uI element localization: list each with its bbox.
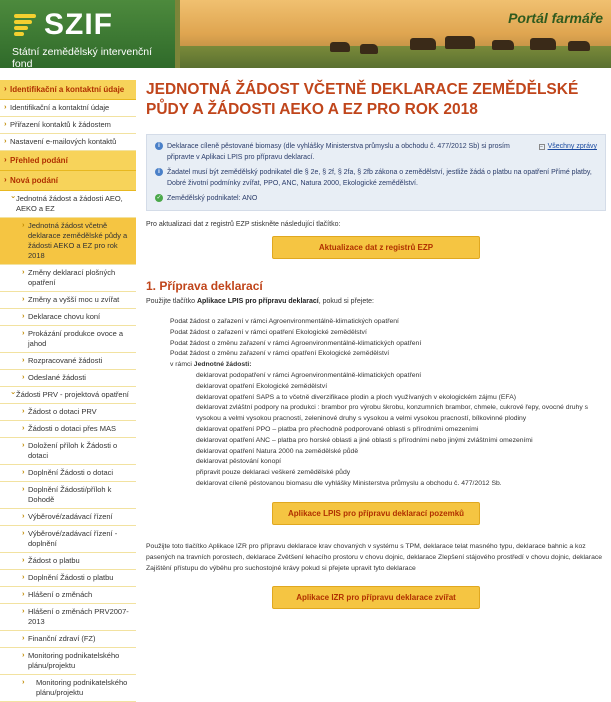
sidebar-item-prv[interactable]: › Hlášení o změnách	[0, 587, 136, 604]
lpis-app-button[interactable]: Aplikace LPIS pro přípravu deklarací pozemků	[272, 502, 480, 525]
update-ezp-button[interactable]: Aktualizace dat z registrů EZP	[272, 236, 480, 259]
sidebar-item-contacts-assign[interactable]: › Přiřazení kontaktů k žádostem	[0, 117, 136, 134]
sidebar-section-overview[interactable]: › Přehled podání	[0, 151, 136, 171]
options-list	[146, 317, 606, 490]
list-item: deklarovat opatření Natura 2000 na zemědělské půdě	[196, 447, 359, 455]
list-item: deklarovat cíleně pěstovanou biomasu dle vyhlášky Ministerstva průmyslu a obchodu č. 477/2012 Sb.	[196, 479, 502, 487]
sidebar-item-prv[interactable]: › Výběrové/zadávací řízení	[0, 509, 136, 526]
sidebar-item-prv[interactable]: › Doplnění Žádosti/příloh k Dohodě	[0, 482, 136, 509]
szif-logo[interactable]	[0, 0, 175, 68]
sidebar-group-prv[interactable]: ⌄ Žádosti PRV - projektová opatření	[0, 387, 136, 404]
sidebar-item-prv[interactable]: › Doplnění Žádosti o dotaci	[0, 465, 136, 482]
ezp-note: Pro aktualizaci dat z registrů EZP stiskněte následující tlačítko:	[146, 221, 341, 228]
szif-stripes-icon	[14, 14, 38, 38]
cow-silhouette-icon	[568, 41, 590, 51]
section-title: 1. Příprava deklarací	[146, 279, 263, 293]
sidebar-item-identification[interactable]: › Identifikační a kontaktní údaje	[0, 100, 136, 117]
list-item: v rámci Jednotné žádosti:	[170, 361, 252, 369]
sidebar-item-prv[interactable]: › Doplnění Žádosti o platbu	[0, 570, 136, 587]
list-item: Podat žádost o zařazení v rámci Agroenvironmentálně-klimatických opatření	[170, 318, 399, 325]
sidebar-item-aeo[interactable]: › Odeslané žádosti	[0, 370, 136, 387]
use-instructions: Použijte tlačítko Aplikace LPIS pro přípravu deklarací, pokud si přejete:	[146, 298, 375, 305]
info-icon: i	[155, 168, 163, 176]
cow-silhouette-icon	[445, 36, 475, 49]
cow-silhouette-icon	[492, 40, 514, 50]
cow-silhouette-icon	[330, 42, 350, 52]
list-item: deklarovat pěstování konopí	[196, 458, 282, 466]
cow-silhouette-icon	[530, 38, 556, 50]
cow-silhouette-icon	[410, 38, 436, 50]
list-item: deklarovat opatření ANC – platba pro horské oblasti a jiné oblasti s přírodními nebo jinými zvláštními omezeními	[196, 436, 533, 444]
portal-label: Portál farmáře	[508, 10, 603, 26]
logo-subtitle: Státní zemědělský intervenční fond	[12, 46, 153, 70]
info-message: i Žadatel musí být zemědělský podnikatel dle § 2e, § 2f, § 2fa, § 2fb zákona o zemědělství, jestliže žádá o platbu na opatření Přímé platby, Dobré životní podmínky zvířat, PPO, ANC, Natura 2000, Ekologické zemědělství.	[155, 167, 597, 189]
sidebar-item-prv[interactable]: › Žádost o dotaci PRV	[0, 404, 136, 421]
list-item: Podat žádost o zařazení v rámci opatření Ekologické zemědělství	[170, 328, 367, 336]
list-item: deklarovat opatření SAPS a to včetně diverzifikace plodin a ploch využívaných v ekologickém zájmu (EFA)	[196, 393, 516, 401]
sidebar-item-prv[interactable]: › Žádost o platbu	[0, 553, 136, 570]
sidebar-item-prv[interactable]: › Hlášení o změnách PRV2007-2013	[0, 604, 136, 631]
sidebar-item-prv[interactable]: › Žádosti o dotaci přes MAS	[0, 421, 136, 438]
info-message: i Deklarace cíleně pěstované biomasy (dle vyhlášky Ministerstva průmyslu a obchodu č. 477/2012 Sb) si prosím připravte v Aplikaci LPIS pro přípravu deklarací.	[155, 141, 525, 163]
list-item: deklarovat podopatření v rámci Agroenvironmentálně-klimatických opatření	[196, 371, 422, 379]
list-item: deklarovat zvláštní podpory na produkci : brambor pro výrobu škrobu, konzumních brambor, chmele, cukrové řepy, ovocné druhy s vysokou a velmi vysokou pracností, zeleninové druhy s vysokou a velmi vysokou pracností, bílkovinné plodiny	[196, 404, 589, 423]
izr-app-button[interactable]: Aplikace IZR pro přípravu deklarace zvířat	[272, 586, 480, 609]
list-item: Podat žádost o změnu zařazení v rámci Agroenvironmentálně-klimatických opatření	[170, 339, 422, 347]
sidebar-item-prv[interactable]: › Monitoring podnikatelského plánu/projektu	[0, 648, 136, 675]
sidebar-item-prv[interactable]: › Výběrové/zadávací řízení - doplnění	[0, 526, 136, 553]
sidebar-section-identification[interactable]: › Identifikační a kontaktní údaje	[0, 80, 136, 100]
sidebar-group-aeo[interactable]: ⌄ Jednotná žádost a žádosti AEO, AEKO a EZ	[0, 191, 136, 218]
page-title: JEDNOTNÁ ŽÁDOST VČETNĚ DEKLARACE ZEMĚDĚLSKÉ PŮDY A ŽÁDOSTI AEKO A EZ PRO ROK 2018	[146, 81, 579, 118]
logo-title: SZIF	[44, 8, 113, 41]
info-icon: i	[155, 142, 163, 150]
sidebar-section-new-submissions[interactable]: › Nová podání	[0, 171, 136, 191]
main-content	[146, 80, 606, 609]
header-banner	[0, 0, 611, 68]
list-item: připravit pouze deklaraci veškeré zemědělské půdy	[196, 469, 351, 477]
list-item: deklarovat opatření Ekologické zemědělství	[196, 382, 328, 390]
sidebar-item-prv[interactable]: › Finanční zdraví (FZ)	[0, 631, 136, 648]
sidebar-item-prv[interactable]: › Doložení příloh k Žádosti o dotaci	[0, 438, 136, 465]
sidebar-item-aeo[interactable]: › Rozpracované žádosti	[0, 353, 136, 370]
sidebar-item-active-application[interactable]: › Jednotná žádost včetně deklarace zemědělské půdy a žádosti AEKO a EZ pro rok 2018	[0, 218, 136, 265]
collapse-icon: −	[540, 144, 544, 150]
check-icon: ✓	[156, 195, 162, 201]
izr-note: Použijte toto tlačítko Aplikace IZR pro přípravu deklarace krav chovaných v systému s TPM, deklarace telat masného typu, deklarace bahnic a koz pasených na travních porostech, deklarace Zvětšení lehacího prostoru v chovu dojnic, deklarace Zlepšení stájového prostředí v chovu dojnic, deklarace Zajištění přístupu do výběhu pro suchostojné krávy pokud si přejete upravit tyto deklarace	[146, 542, 603, 572]
list-item: deklarovat opatření PPO – platba pro přechodně podporované oblasti s přírodními omezeními	[196, 425, 479, 433]
sidebar-item-email-settings[interactable]: › Nastavení e-mailových kontaktů	[0, 134, 136, 151]
list-item: Podat žádost o změnu zařazení v rámci opatření Ekologické zemědělství	[170, 350, 390, 358]
ok-message: ✓ Zemědělský podnikatel: ANO	[156, 195, 258, 202]
sidebar-item-aeo[interactable]: › Prokázání produkce ovoce a jahod	[0, 326, 136, 353]
sidebar-item-aeo[interactable]: › Změny deklarací plošných opatření	[0, 265, 136, 292]
sidebar-item-aeo[interactable]: › Změny a vyšší moc u zvířat	[0, 292, 136, 309]
cow-silhouette-icon	[360, 44, 378, 54]
info-box	[146, 134, 606, 211]
sidebar-item-aeo[interactable]: › Deklarace chovu koní	[0, 309, 136, 326]
sidebar-item-monitoring[interactable]: › Monitoring podnikatelského plánu/projektu	[0, 675, 136, 702]
all-messages-link[interactable]: − Všechny zprávy	[540, 143, 597, 150]
sidebar	[0, 80, 136, 697]
